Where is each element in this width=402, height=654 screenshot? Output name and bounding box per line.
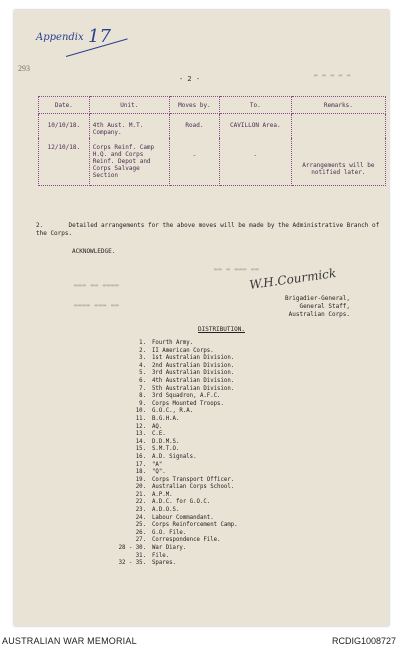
column-header-unit: Unit.	[89, 97, 169, 114]
distribution-number: 22.	[135, 499, 146, 506]
distribution-number: 3.	[139, 355, 146, 362]
table-row	[39, 114, 386, 139]
distribution-recipient: Correspondence File.	[152, 537, 221, 544]
distribution-recipient: Fourth Army.	[152, 340, 194, 346]
distribution-number: 19.	[135, 476, 146, 483]
cell-date: 12/10/18.	[39, 138, 90, 186]
distribution-number: 18.	[135, 469, 146, 476]
table-header-row	[39, 97, 386, 114]
list-item	[98, 537, 238, 545]
page-number: - 2 -	[179, 75, 201, 83]
distribution-recipient: C.E.	[152, 431, 166, 438]
column-header-date: Date.	[39, 97, 90, 114]
list-item	[98, 522, 238, 530]
list-item	[98, 484, 238, 492]
distribution-number: 1.	[139, 340, 146, 346]
distribution-recipient: 3rd Squadron, A.F.C.	[152, 393, 221, 400]
signature-rank: Brigadier-General,	[285, 295, 351, 302]
distribution-recipient: G.O.C., R.A.	[152, 408, 194, 415]
distribution-recipient: War Diary.	[152, 545, 187, 552]
bleed-through: ▬ ▬ ▬ ▬ ▬	[314, 72, 352, 79]
list-item	[98, 355, 238, 363]
distribution-number: 10.	[135, 408, 146, 415]
distribution-recipient: A.D.C. for G.O.C.	[152, 499, 211, 506]
distribution-recipient: Spares.	[152, 560, 176, 567]
list-item	[98, 431, 238, 439]
distribution-number: 5.	[139, 370, 146, 377]
list-item	[98, 401, 238, 409]
list-item	[98, 545, 238, 553]
list-item	[98, 477, 238, 485]
distribution-recipient: G.O. File.	[152, 529, 187, 536]
distribution-number: 6.	[139, 377, 146, 384]
distribution-number: 9.	[139, 400, 146, 407]
list-item	[98, 515, 238, 523]
document-page	[14, 10, 389, 626]
footer-source: AUSTRALIAN WAR MEMORIAL	[2, 636, 137, 646]
distribution-recipient: "A"	[152, 461, 163, 468]
distribution-number: 7.	[139, 385, 146, 392]
cell-remarks	[291, 114, 385, 139]
list-item	[98, 499, 238, 507]
list-item	[98, 363, 238, 371]
cell-moves-by: -	[169, 138, 219, 186]
distribution-number: 31.	[135, 552, 146, 559]
distribution-number: 21.	[135, 491, 146, 498]
table-row	[39, 138, 386, 186]
column-header-remarks: Remarks.	[291, 97, 385, 114]
folio-number: 293	[18, 64, 30, 73]
distribution-number: 2.	[139, 347, 146, 354]
paragraph-text: Detailed arrangements for the above moves will be made by the Administrative Branch of the Corps.	[36, 222, 380, 237]
distribution-number: 32 - 35.	[118, 560, 146, 567]
distribution-number: 17.	[135, 461, 146, 468]
distribution-number: 4.	[139, 362, 146, 369]
distribution-recipient: AQ.	[152, 423, 163, 430]
paragraph-2	[36, 222, 386, 238]
column-header-moves-by: Moves by.	[169, 97, 219, 114]
moves-table	[38, 96, 386, 186]
appendix-number: 17	[88, 26, 111, 47]
distribution-number: 25.	[135, 522, 146, 529]
footer-record-id: RCDIG1008727	[331, 636, 396, 646]
distribution-number: 16.	[135, 453, 146, 460]
distribution-recipient: A.D. Signals.	[152, 453, 197, 460]
list-item	[98, 507, 238, 515]
cell-moves-by: Road.	[169, 114, 219, 139]
distribution-number: 11.	[135, 415, 146, 422]
distribution-recipient: Australian Corps School.	[152, 484, 235, 491]
list-item	[98, 560, 238, 568]
distribution-recipient: File.	[152, 552, 170, 559]
distribution-number: 28 - 30.	[118, 545, 146, 552]
distribution-recipient: B.G.H.A.	[152, 415, 180, 422]
cell-unit: Corps Reinf. Camp H.Q. and Corps Reinf. Depot and Corps Salvage Section	[89, 138, 169, 186]
appendix-annotation: Appendix	[36, 32, 84, 43]
distribution-number: 12.	[135, 423, 146, 430]
list-item	[98, 446, 238, 454]
distribution-number: 26.	[135, 529, 146, 536]
distribution-number: 13.	[135, 431, 146, 438]
distribution-recipient: 4th Australian Division.	[152, 377, 235, 384]
distribution-recipient: 1st Australian Division.	[152, 355, 235, 362]
list-item	[98, 416, 238, 424]
list-item	[98, 393, 238, 401]
distribution-recipient: 3rd Australian Division.	[152, 370, 235, 377]
list-item	[98, 408, 238, 416]
bleed-through: ▬▬▬ ▬▬ ▬▬▬▬	[74, 282, 120, 289]
distribution-number: 23.	[135, 507, 146, 514]
cell-unit: 4th Aust. M.T. Company.	[89, 114, 169, 139]
cell-remarks	[291, 138, 385, 186]
distribution-title: DISTRIBUTION.	[198, 326, 245, 333]
distribution-recipient: Corps Mounted Troops.	[152, 400, 224, 407]
cell-to: -	[219, 138, 291, 186]
list-item	[98, 462, 238, 470]
list-item	[98, 386, 238, 394]
distribution-recipient: Corps Reinforcement Camp.	[152, 522, 238, 529]
list-item	[98, 370, 238, 378]
distribution-number: 27.	[135, 537, 146, 544]
column-header-to: To.	[219, 97, 291, 114]
distribution-recipient: A.D.O.S.	[152, 507, 180, 514]
list-item	[98, 378, 238, 386]
distribution-recipient: S.M.T.O.	[152, 446, 180, 453]
signature-block	[285, 295, 350, 319]
distribution-list	[98, 340, 238, 568]
list-item	[98, 492, 238, 500]
list-item	[98, 454, 238, 462]
list-item	[98, 553, 238, 561]
distribution-number: 24.	[135, 514, 146, 521]
acknowledge-line: ACKNOWLEDGE.	[72, 248, 116, 255]
distribution-number: 8.	[139, 393, 146, 400]
signature-staff: General Staff,	[299, 303, 351, 310]
distribution-recipient: 2nd Australian Division.	[152, 362, 235, 369]
list-item	[98, 340, 238, 348]
cell-date: 10/10/18.	[39, 114, 90, 139]
paragraph-number: 2.	[36, 222, 44, 229]
distribution-recipient: 5th Australian Division.	[152, 385, 235, 392]
list-item	[98, 439, 238, 447]
list-item	[98, 469, 238, 477]
distribution-recipient: A.P.M.	[152, 491, 173, 498]
list-item	[98, 348, 238, 356]
list-item	[98, 424, 238, 432]
distribution-recipient: D.D.M.S.	[152, 438, 180, 445]
bleed-through: ▬▬▬▬ ▬▬▬ ▬▬	[74, 302, 120, 309]
distribution-number: 15.	[135, 446, 146, 453]
distribution-number: 20.	[135, 484, 146, 491]
distribution-recipient: Labour Commandant.	[152, 514, 214, 521]
signature-formation: Australian Corps.	[288, 311, 351, 318]
distribution-recipient: "Q".	[152, 469, 166, 476]
remarks-note: Arrangements will be notified later.	[302, 162, 375, 176]
list-item	[98, 530, 238, 538]
distribution-recipient: II American Corps.	[152, 347, 214, 354]
distribution-number: 14.	[135, 438, 146, 445]
distribution-recipient: Corps Transport Officer.	[152, 476, 235, 483]
cell-to: CAVILLON Area.	[219, 114, 291, 139]
bleed-through: ▬▬ ▬ ▬▬▬ ▬▬	[214, 266, 260, 273]
signature: W.H.Courmick	[248, 265, 337, 293]
